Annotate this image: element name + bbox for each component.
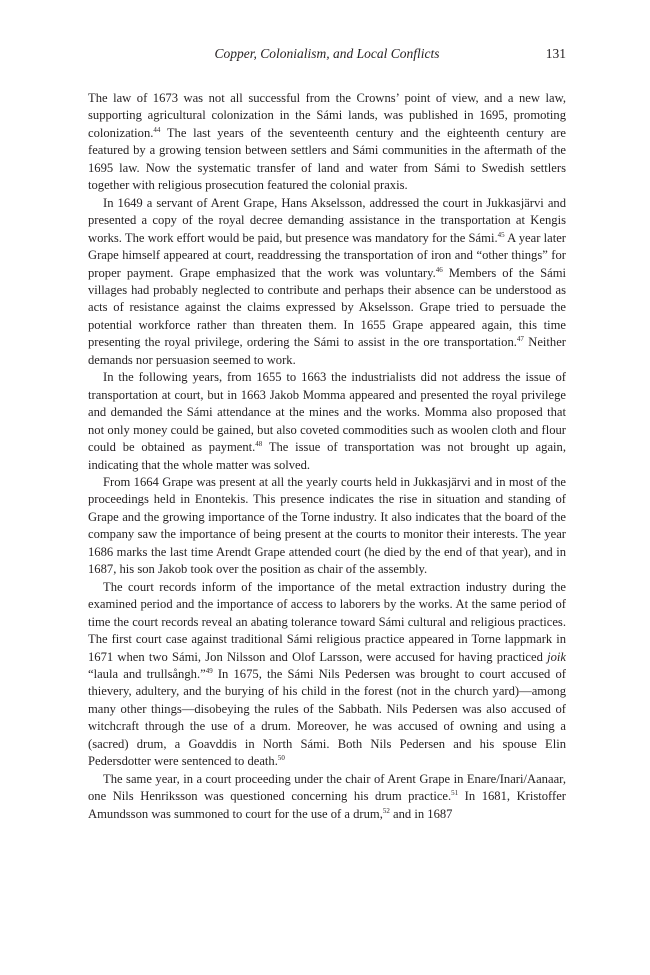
text-run: In 1681, Kristoffer Amundsson was summoned to court for the use of a drum, <box>88 789 566 821</box>
text-run: and in 1687 <box>389 806 453 821</box>
footnote-ref: 49 <box>205 666 213 675</box>
footnote-ref: 45 <box>497 230 505 239</box>
footnote-ref: 44 <box>153 125 161 134</box>
body-text <box>88 90 566 823</box>
paragraph <box>88 579 566 771</box>
running-head <box>88 46 566 66</box>
footnote-ref: 52 <box>382 806 390 815</box>
text-run: From 1664 Grape was present at all the yearly courts held in Jukkasjärvi and in most of the proceedings held in Enontekis. This presence indicates the rise in situation and standing of Grape and the growing importance of the Torne industry. It also indicates that the board of the company saw the importance of being present at the courts to monitor their interests. The year 1686 marks the last time Arendt Grape attended court (he died by the end of that year), and in 1687, his son Jakob took over the position as chair of the assembly. <box>88 474 566 577</box>
text-run: The same year, in a court proceeding under the chair of Arent Grape in Enare/Inari/Aanaar, one Nils Henriksson was questioned concerning his drum practice. <box>88 771 566 804</box>
paragraph <box>88 195 566 370</box>
text-run: “laula and trullsångh.” <box>88 666 206 681</box>
text-run: In 1675, the Sámi Nils Pedersen was brought to court accused of thievery, adultery, and the burying of his child in the forest (not in the church yard)—among many other things—disobeying the rules of the Sabbath. Nils Pedersen was also accused of witchcraft through the use of a drum. Moreover, he was accused of owning and using a (sacred) drum, a Goavddis in North Sámi. Both Nils Pedersen and his spouse Elin Pedersdotter were sentenced to death. <box>88 666 566 769</box>
text-run: The last years of the seventeenth century and the eighteenth century are featured by a growing tension between settlers and Sámi communities in the aftermath of the 1695 law. Now the systematic transfer of land and water from Sámi to Swedish settlers together with religious prosecution featured the colonial praxis. <box>88 125 566 193</box>
paragraph <box>88 90 566 195</box>
text-run: Neither demands nor persuasion seemed to work. <box>88 335 566 367</box>
footnote-ref: 46 <box>435 265 443 274</box>
paragraph <box>88 474 566 579</box>
paragraph <box>88 771 566 823</box>
text-run: In 1649 a servant of Arent Grape, Hans Akselsson, addressed the court in Jukkasjärvi and presented a copy of the royal decree demanding assistance in the transportation at Kengis works. The work effort would be paid, but presence was mandatory for the Sámi. <box>88 195 566 245</box>
paragraph <box>88 369 566 474</box>
footnote-ref: 51 <box>451 789 459 798</box>
footnote-ref: 47 <box>516 335 524 344</box>
text-run: The law of 1673 was not all successful from the Crowns’ point of view, and a new law, supporting agricultural colonization in the Sámi lands, was published in 1695, promoting colonization. <box>88 91 566 140</box>
text-run: Members of the Sámi villages had probably neglected to contribute and perhaps their absence can be understood as acts of resistance against the claims expressed by Akselsson. Grape tried to persuade the potential workforce rather than threaten them. In 1655 Grape appeared again, this time presenting the royal privilege, ordering the Sámi to assist in the ore transportation. <box>88 265 566 350</box>
text-run: The issue of transportation was not brought up again, indicating that the whole matter was solved. <box>88 440 566 472</box>
running-title: Copper, Colonialism, and Local Conflicts <box>214 46 440 61</box>
text-run: A year later Grape himself appeared at court, readdressing the transportation of iron and “other things” for proper payment. Grape emphasized that the work was voluntary. <box>88 230 566 280</box>
text-run: In the following years, from 1655 to 1663 the industrialists did not address the issue of transportation at court, but in 1663 Jakob Momma appeared and presented the royal privilege and demanded the Sámi attendance at the mines and the works. Momma also proposed that not only money could be gained, but also coveted commodities such as woolen cloth and flour could be obtained as payment. <box>88 370 566 455</box>
italic-term: joik <box>547 649 566 664</box>
footnote-ref: 48 <box>255 440 263 449</box>
text-run: The court records inform of the importance of the metal extraction industry during the examined period and the importance of access to laborers by the works. At the same period of time the court records reveal an abating tolerance toward Sámi cultural and religious practices. The first court case against traditional Sámi religious practice appeared in Torne lappmark in 1671 when two Sámi, Jon Nilsson and Olof Larsson, were accused for having practiced <box>88 579 566 664</box>
footnote-ref: 50 <box>277 754 285 763</box>
page-number: 131 <box>545 46 566 61</box>
